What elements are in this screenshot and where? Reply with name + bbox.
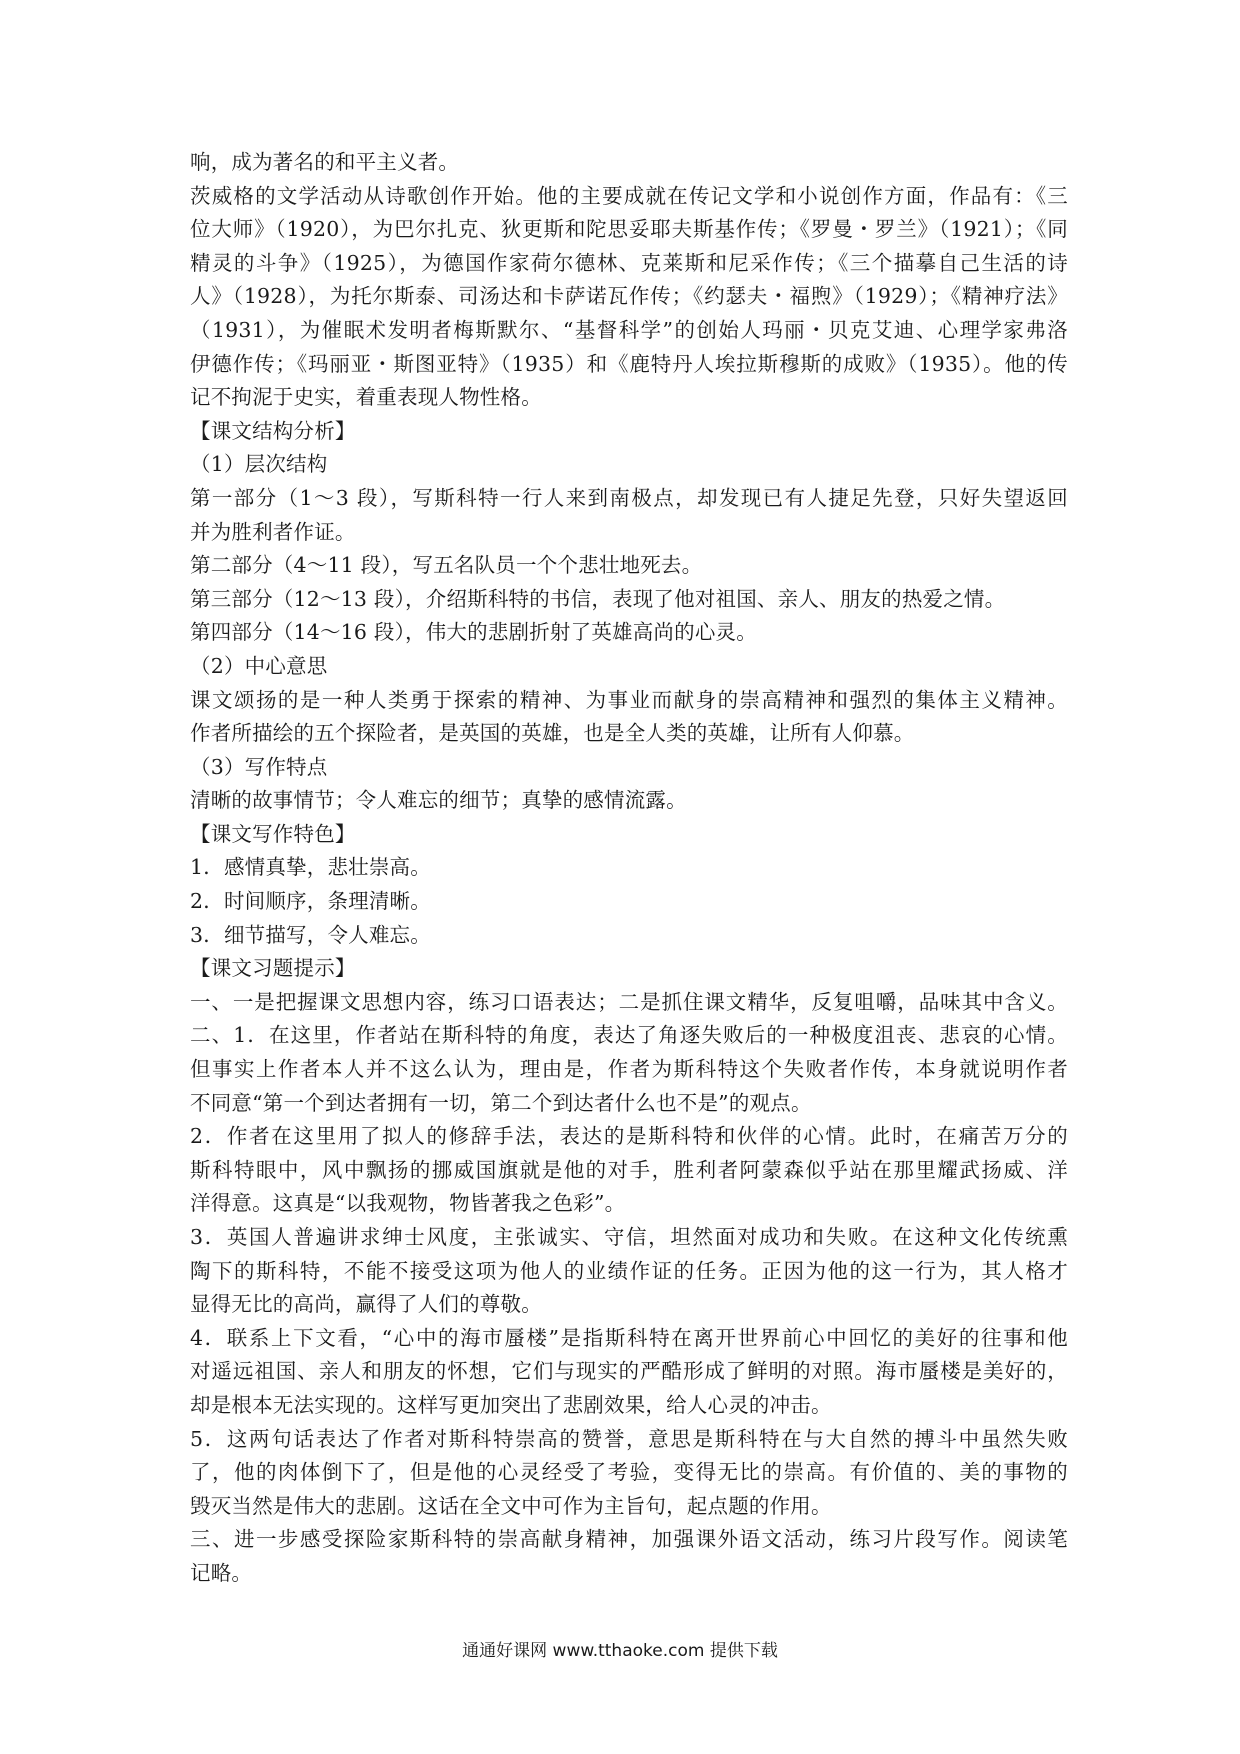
- section-heading: 【课文习题提示】: [190, 956, 356, 981]
- subsection-heading: （2）中心意思: [190, 653, 328, 678]
- text-line: 一、一是把握课文思想内容，练习口语表达；二是抓住课文精华，反复咀嚼，品味其中含义。: [190, 989, 1068, 1014]
- text-line: 第三部分（12～13 段），介绍斯科特的书信，表现了他对祖国、亲人、朋友的热爱之情。: [190, 586, 1006, 611]
- text-line: 并为胜利者作证。: [190, 519, 356, 544]
- text-line: 第四部分（14～16 段），伟大的悲剧折射了英雄高尚的心灵。: [190, 620, 757, 645]
- text-line: 清晰的故事情节；令人难忘的细节；真挚的感情流露。: [190, 788, 687, 813]
- text-line: 但事实上作者本人并不这么认为，理由是，作者为斯科特这个失败者作传，本身就说明作者: [190, 1057, 1068, 1082]
- document-body: [190, 146, 1068, 1591]
- text-line: 人》（1928），为托尔斯泰、司汤达和卡萨诺瓦作传；《约瑟夫・福煦》（1929）；《精神疗法》: [190, 284, 1068, 309]
- subsection-heading: （1）层次结构: [190, 452, 328, 477]
- text-line: 2．作者在这里用了拟人的修辞手法，表达的是斯科特和伙伴的心情。此时，在痛苦万分的: [190, 1124, 1068, 1149]
- text-line: 作者所描绘的五个探险者，是英国的英雄，也是全人类的英雄，让所有人仰慕。: [190, 721, 915, 746]
- text-line: 课文颂扬的是一种人类勇于探索的精神、为事业而献身的崇高精神和强烈的集体主义精神。: [190, 687, 1068, 712]
- text-line: 伊德作传；《玛丽亚・斯图亚特》（1935）和《鹿特丹人埃拉斯穆斯的成败》（1935）。他的传: [190, 351, 1068, 376]
- section-heading: 【课文写作特色】: [190, 821, 356, 846]
- text-line: 斯科特眼中，风中飘扬的挪威国旗就是他的对手，胜利者阿蒙森似乎站在那里耀武扬威、洋: [190, 1157, 1068, 1182]
- text-line: 5．这两句话表达了作者对斯科特崇高的赞誉，意思是斯科特在与大自然的搏斗中虽然失败: [190, 1426, 1068, 1451]
- text-line: 对遥远祖国、亲人和朋友的怀想，它们与现实的严酷形成了鲜明的对照。海市蜃楼是美好的，: [190, 1359, 1068, 1384]
- text-line: 第一部分（1～3 段），写斯科特一行人来到南极点，却发现已有人捷足先登，只好失望返回: [190, 485, 1068, 510]
- page-footer: 通通好课网 www.tthaoke.com 提供下载: [462, 1641, 778, 1661]
- list-item: 2．时间顺序，条理清晰。: [190, 889, 431, 914]
- text-line: 显得无比的高尚，赢得了人们的尊敬。: [190, 1292, 542, 1317]
- text-line: 响，成为著名的和平主义者。: [190, 150, 460, 174]
- text-line: 4．联系上下文看，“心中的海市蜃楼”是指斯科特在离开世界前心中回忆的美好的往事和他: [190, 1325, 1068, 1350]
- text-line: 茨威格的文学活动从诗歌创作开始。他的主要成就在传记文学和小说创作方面，作品有：《三: [190, 183, 1068, 208]
- text-line: 不同意“第一个到达者拥有一切，第二个到达者什么也不是”的观点。: [190, 1090, 812, 1115]
- list-item: 1．感情真挚，悲壮崇高。: [190, 855, 431, 880]
- text-line: 了，他的肉体倒下了，但是他的心灵经受了考验，变得无比的崇高。有价值的、美的事物的: [190, 1460, 1068, 1485]
- text-line: 记不拘泥于史实，着重表现人物性格。: [190, 385, 542, 410]
- text-line: 毁灭当然是伟大的悲剧。这话在全文中可作为主旨句，起点题的作用。: [190, 1493, 832, 1518]
- text-line: 记略。: [190, 1560, 253, 1585]
- text-line: 三、进一步感受探险家斯科特的崇高献身精神，加强课外语文活动，练习片段写作。阅读笔: [190, 1527, 1068, 1552]
- text-line: 二、1．在这里，作者站在斯科特的角度，表达了角逐失败后的一种极度沮丧、悲哀的心情。: [190, 1023, 1068, 1048]
- subsection-heading: （3）写作特点: [190, 754, 328, 779]
- text-line: 精灵的斗争》（1925），为德国作家荷尔德林、克莱斯和尼采作传；《三个描摹自己生活的诗: [190, 250, 1068, 275]
- text-line: 却是根本无法实现的。这样写更加突出了悲剧效果，给人心灵的冲击。: [190, 1392, 832, 1417]
- text-line: 第二部分（4～11 段），写五名队员一个个悲壮地死去。: [190, 553, 703, 578]
- section-heading: 【课文结构分析】: [190, 418, 356, 443]
- text-line: 洋得意。这真是“以我观物，物皆著我之色彩”。: [190, 1191, 626, 1216]
- list-item: 3．细节描写，令人难忘。: [190, 922, 431, 947]
- text-line: 3．英国人普遍讲求绅士风度，主张诚实、守信，坦然面对成功和失败。在这种文化传统熏: [190, 1225, 1068, 1249]
- text-line: （1931），为催眠术发明者梅斯默尔、“基督科学”的创始人玛丽・贝克艾迪、心理学家弗洛: [190, 317, 1068, 342]
- text-line: 陶下的斯科特，不能不接受这项为他人的业绩作证的任务。正因为他的这一行为，其人格才: [190, 1258, 1068, 1283]
- text-line: 位大师》（1920），为巴尔扎克、狄更斯和陀思妥耶夫斯基作传；《罗曼・罗兰》（1921）；《同: [190, 217, 1068, 242]
